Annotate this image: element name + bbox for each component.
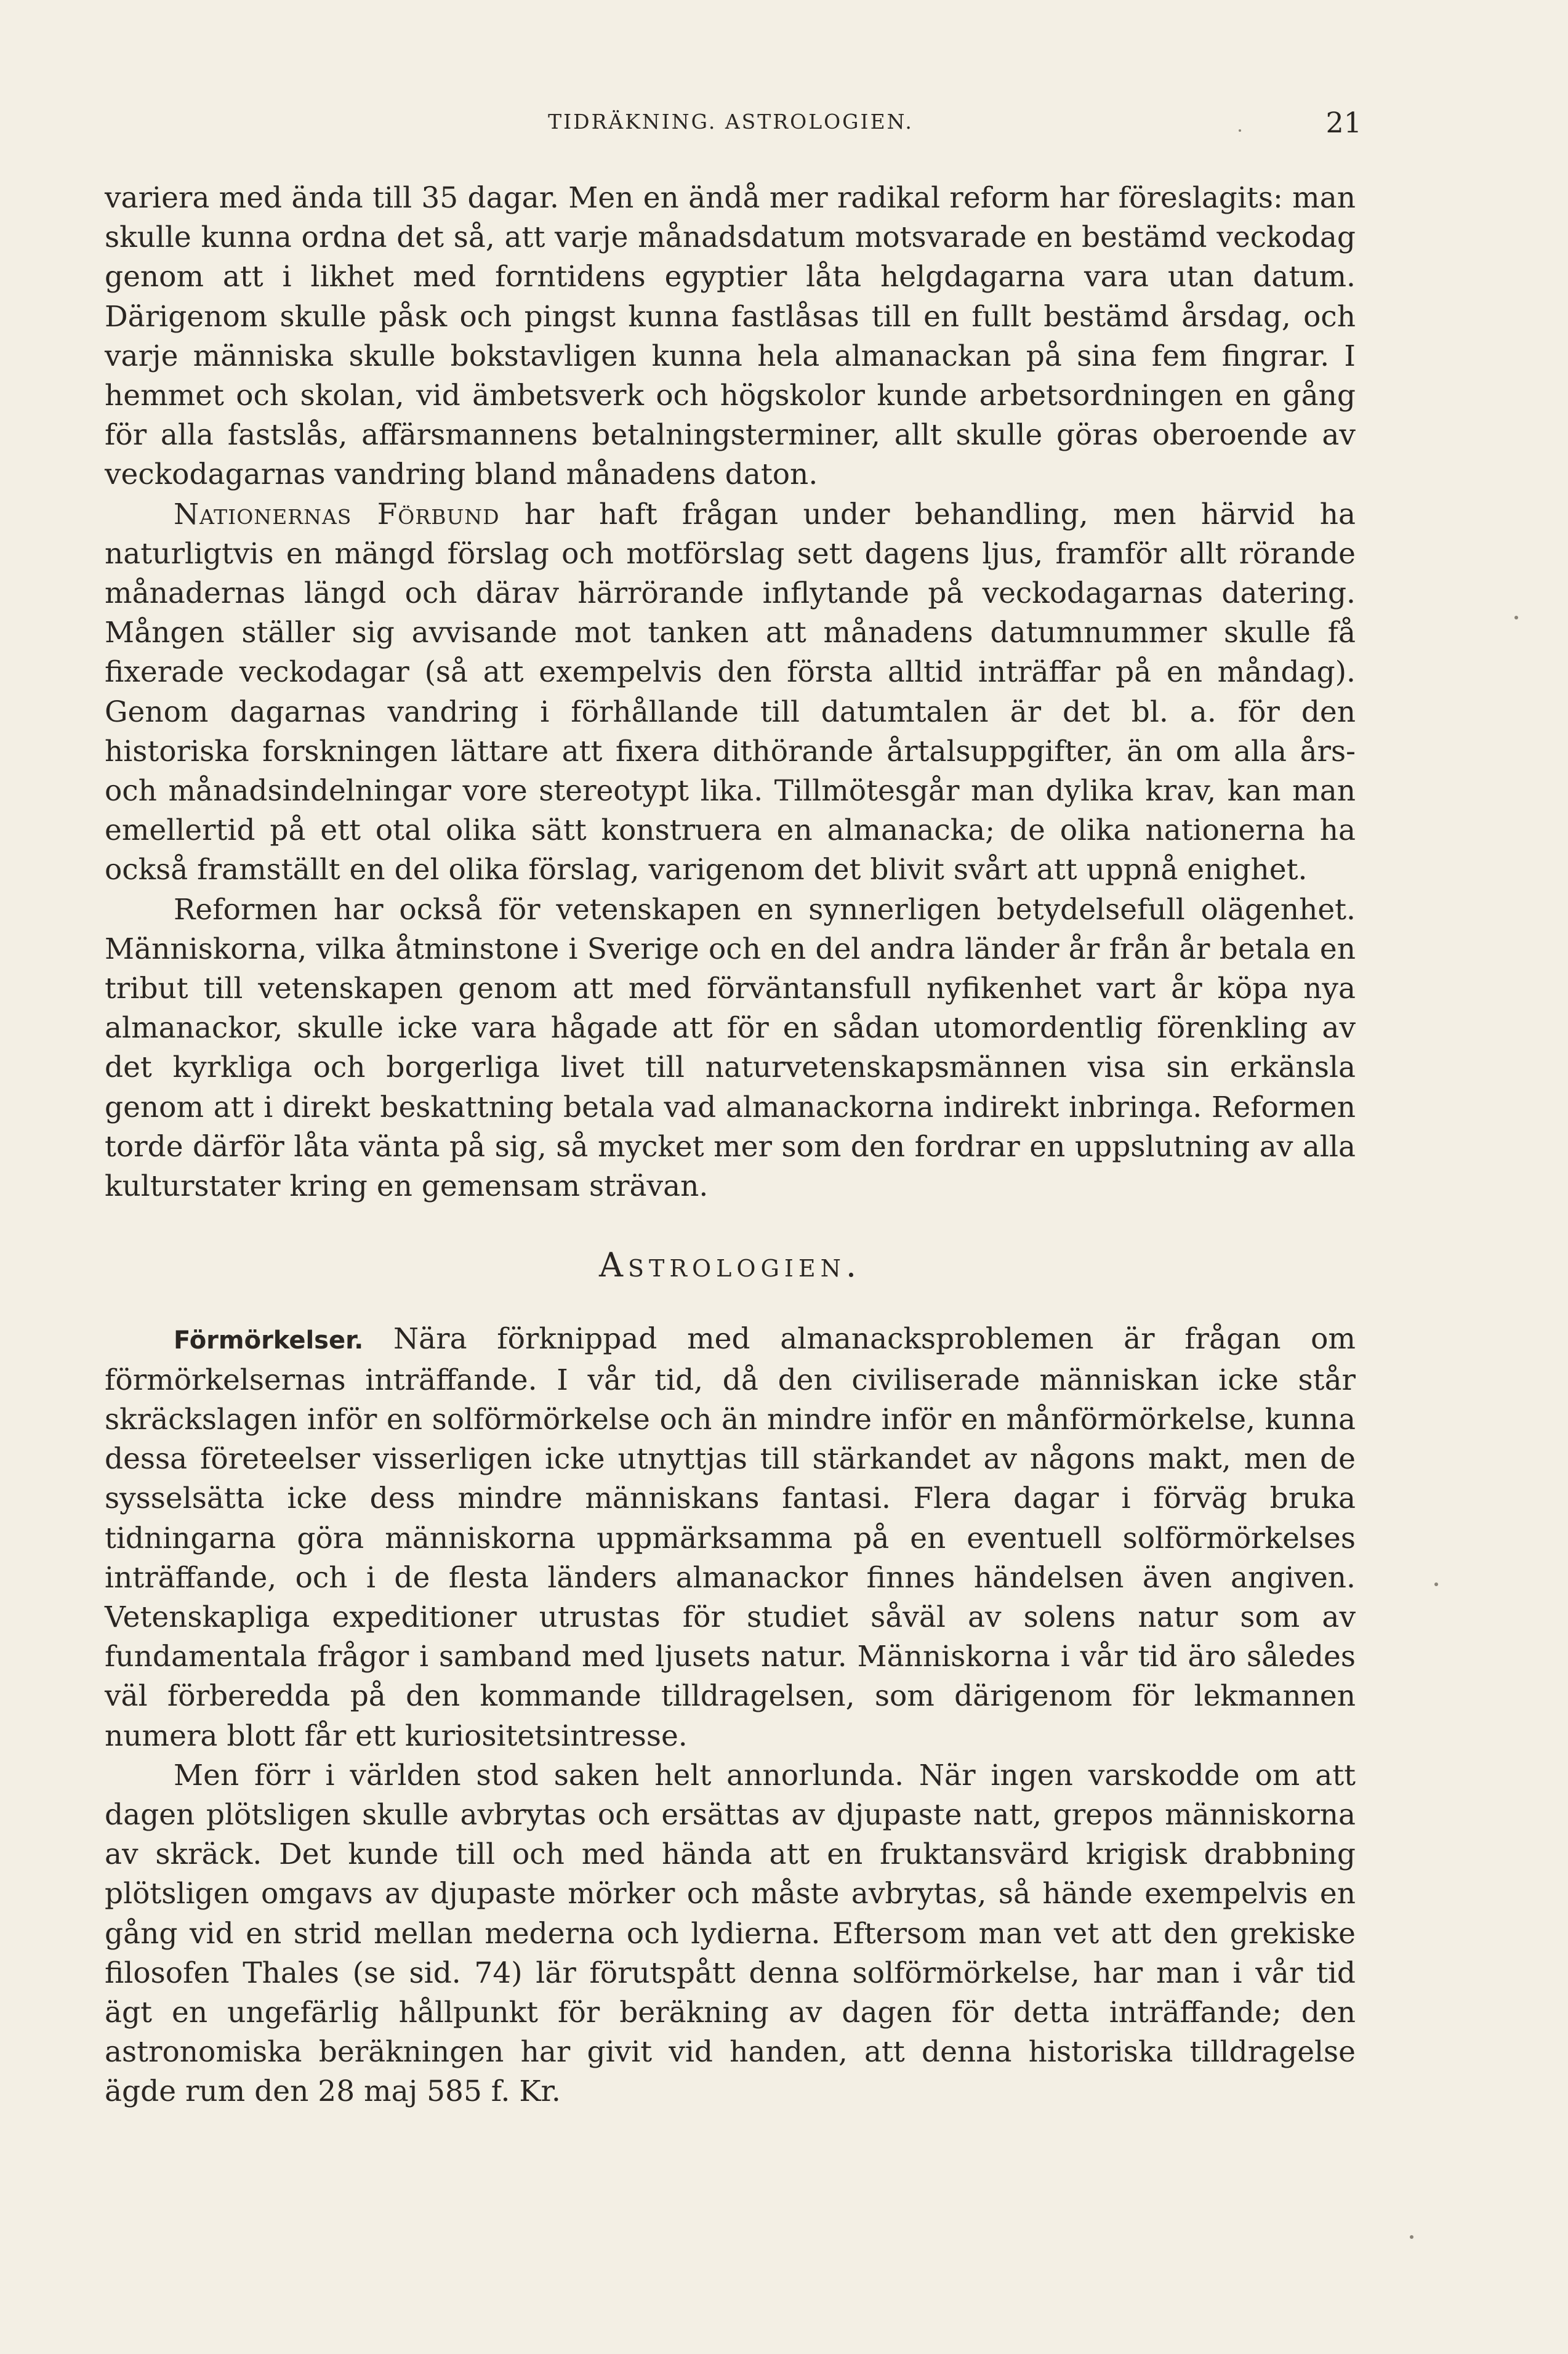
- page-header: [106, 106, 1362, 147]
- paper-speck: [1434, 1582, 1438, 1586]
- paragraph-4-text: Nära förknippad med almanacksproblemen är frågan om förmörkelsernas inträffande. I vår tid, då den civiliserade människan icke står skräckslagen inför en solförmörkelse och än mindre inför en månförmörkelse, kunna dessa företeelser visserligen icke utnyttjas till stärkandet av någons makt, men de sysselsätta icke dess mindre människans fantasi. Flera dagar i förväg bruka tidningarna göra människorna uppmärksamma på en eventuell solförmörkelses inträffande, och i de flesta länders almanackor finnes händelsen även angiven. Vetenskapliga expeditioner utrustas för studiet såväl av solens natur som av fundamentala frågor i samband med ljusets natur. Människorna i vår tid äro således väl förberedda på den kommande tilldragelsen, som därigenom för lekmannen numera blott får ett kuriositetsintresse.: [105, 1322, 1356, 1753]
- paragraph-2-lead: Nationernas Förbund: [174, 497, 500, 531]
- paragraph-3: Reformen har också för vetenskapen en synnerligen betydelsefull olägenhet. Människorna, vilka åtminstone i Sverige och en del andra länder år från år betala en tribut till vetenskapen genom att med förväntansfull nyfikenhet vart år köpa nya almanackor, skulle icke vara hågade att för en sådan utomordentlig förenkling av det kyrkliga och borgerliga livet till naturvetenskapsmännen visa sin erkänsla genom att i direkt beskattning betala vad almanackorna indirekt inbringa. Reformen torde därför låta vänta på sig, så mycket mer som den fordrar en uppslutning av alla kulturstater kring en gemensam strävan.: [105, 892, 1356, 1204]
- paragraph-4-runin: Förmörkelser.: [174, 1326, 364, 1355]
- paragraph-5: Men förr i världen stod saken helt annorlunda. När ingen varskodde om att dagen plötsligen skulle avbrytas och ersättas av djupaste natt, grepos människorna av skräck. Det kunde till och med hända att en fruktansvärd krigisk drabbning plötsligen omgavs av djupaste mörker och måste avbrytas, så hände exempelvis en gång vid en strid mellan mederna och lydierna. Eftersom man vet att den grekiske filosofen Thales (se sid. 74) lär förutspått denna solförmörkelse, har man i vår tid ägt en ungefärlig hållpunkt för beräkning av dagen för detta inträffande; den astronomiska beräkningen har givit vid handen, att denna historiska tilldragelse ägde rum den 28 maj 585 f. Kr.: [105, 1758, 1356, 2109]
- running-title: TIDRÄKNING. ASTROLOGIEN.: [548, 110, 914, 134]
- paragraph-4: [105, 1320, 1356, 1755]
- body-text: [105, 179, 1356, 2112]
- page-number: 21: [1325, 106, 1362, 139]
- paper-speck: [1514, 616, 1518, 619]
- section-heading: Astrologien.: [598, 1246, 862, 1285]
- paragraph-2-text: har haft frågan under behandling, men härvid ha naturligtvis en mängd förslag och motförslag sett dagens ljus, framför allt rörande månadernas längd och därav härrörande inflytande på veckodagarnas datering. Mången ställer sig avvisande mot tanken att månadens datumnummer skulle få fixerade veckodagar (så att exempelvis den första alltid inträffar på en måndag). Genom dagarnas vandring i förhållande till datumtalen är det bl. a. för den historiska forskningen lättare att fixera dithörande årtalsuppgifter, än om alla års- och månadsindelningar vore stereotypt lika. Tillmötesgår man dylika krav, kan man emellertid på ett otal olika sätt konstruera en almanacka; de olika nationerna ha också framställt en del olika förslag, varigenom det blivit svårt att uppnå enighet.: [105, 497, 1356, 887]
- paragraph-2: [105, 495, 1356, 890]
- paper-speck: [1239, 129, 1241, 132]
- paper-speck: [1410, 2235, 1413, 2239]
- paragraph-1: variera med ända till 35 dagar. Men en ändå mer radikal reform har föreslagits: man skulle kunna ordna det så, att varje månadsdatum motsvarade en bestämd veckodag genom att i likhet med forntidens egyptier låta helgdagarna vara utan datum. Därigenom skulle påsk och pingst kunna fastlåsas till en fullt bestämd årsdag, och varje människa skulle bokstavligen kunna hela almanackan på sina fem fingrar. I hemmet och skolan, vid ämbetsverk och högskolor kunde arbetsordningen en gång för alla fastslås, affärsmannens betalningsterminer, allt skulle göras oberoende av veckodagarnas vandring bland månadens daton.: [105, 181, 1356, 492]
